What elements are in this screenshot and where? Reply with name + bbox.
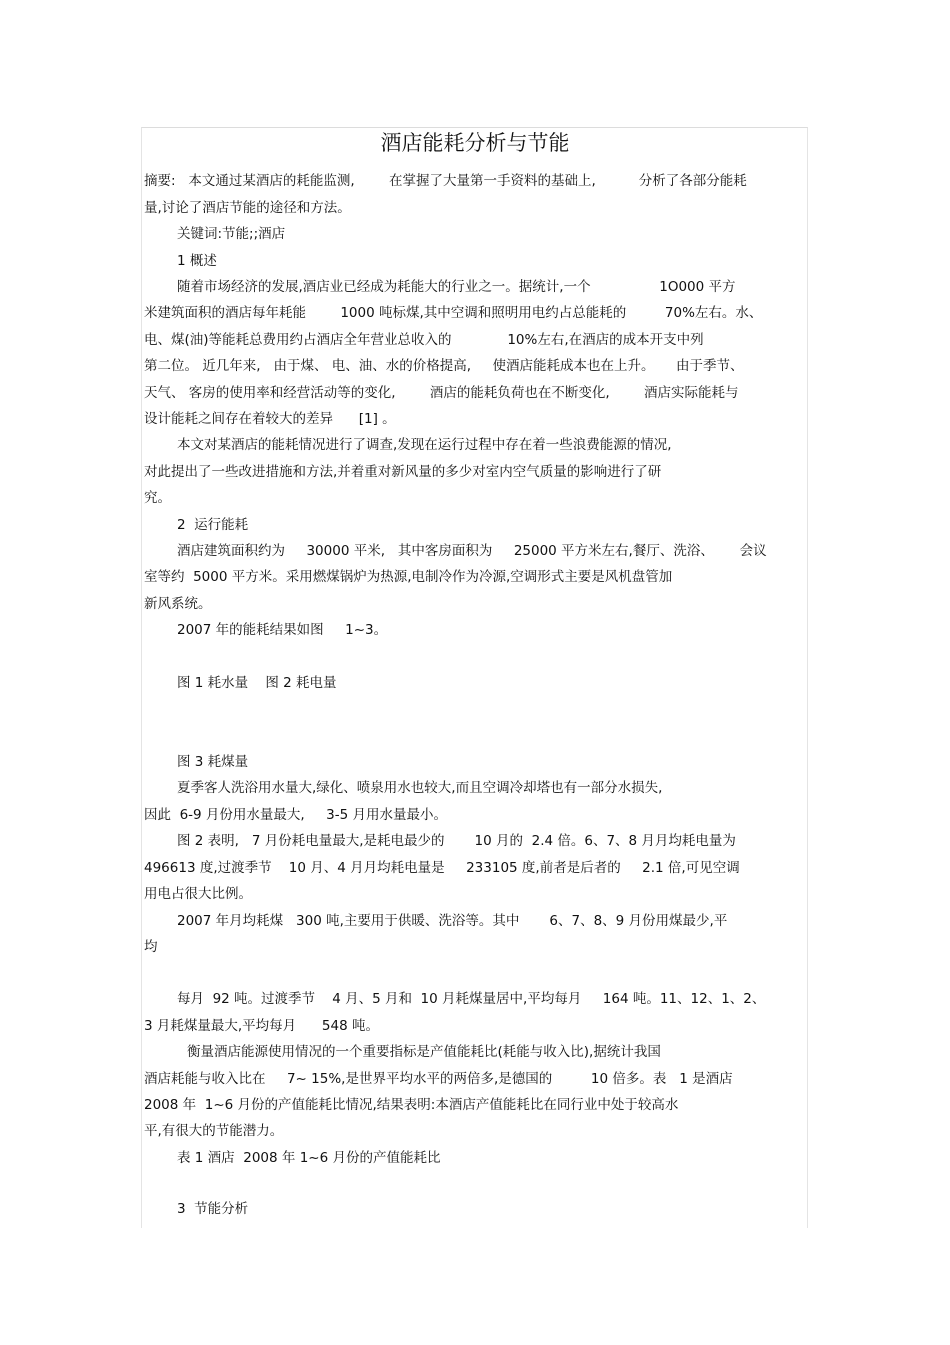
paragraph-line: 平,有很大的节能潜力。: [144, 1123, 284, 1139]
paragraph-line: 室等约 5000 平方米。采用燃煤锅炉为热源,电制冷作为冷源,空调形式主要是风机盘管加: [144, 569, 673, 585]
paragraph-line: 究。: [144, 490, 171, 506]
document-title: 酒店能耗分析与节能: [380, 131, 570, 155]
paragraph-line: 酒店建筑面积约为 30000 平米, 其中客房面积为 25000 平方米左右,餐厅、洗浴、 会议: [177, 543, 767, 559]
abstract-line: 量,讨论了酒店节能的途径和方法。: [144, 200, 351, 216]
paragraph-line: 天气、 客房的使用率和经营活动等的变化, 酒店的能耗负荷也在不断变化, 酒店实际能耗与: [144, 385, 739, 401]
paragraph-line: 每月 92 吨。过渡季节 4 月、5 月和 10 月耗煤量居中,平均每月 164 吨。11、12、1、2、: [177, 991, 766, 1007]
paragraph-line: 随着市场经济的发展,酒店业已经成为耗能大的行业之一。据统计,一个 1O000 平方: [177, 279, 736, 295]
paragraph-line: 衡量酒店能源使用情况的一个重要指标是产值能耗比(耗能与收入比),据统计我国: [187, 1044, 661, 1060]
figure-caption: 图 3 耗煤量: [177, 754, 249, 770]
paragraph-line: 因此 6-9 月份用水量最大, 3-5 月用水量最小。: [144, 807, 448, 823]
paragraph-line: 图 2 表明, 7 月份耗电量最大,是耗电最少的 10 月的 2.4 倍。6、7、8 月月均耗电量为: [177, 833, 736, 849]
paragraph-line: 2007 年月均耗煤 300 吨,主要用于供暖、洗浴等。其中 6、7、8、9 月份用煤最少,平: [177, 913, 728, 929]
paragraph-line: 电、煤(油)等能耗总费用约占酒店全年营业总收入的 10%左右,在酒店的成本开支中列: [144, 332, 704, 348]
abstract-line: 摘要: 本文通过某酒店的耗能监测, 在掌握了大量第一手资料的基础上, 分析了各部分能耗: [144, 173, 747, 189]
paragraph-line: 用电占很大比例。: [144, 886, 252, 902]
paragraph-line: 设计能耗之间存在着较大的差异 [1] 。: [144, 411, 396, 427]
paragraph-line: 2007 年的能耗结果如图 1~3。: [177, 622, 388, 638]
figure-caption: 图 1 耗水量 图 2 耗电量: [177, 675, 337, 691]
paragraph-line: 夏季客人洗浴用水量大,绿化、喷泉用水也较大,而且空调冷却塔也有一部分水损失,: [177, 780, 663, 796]
table-caption: 表 1 酒店 2008 年 1~6 月份的产值能耗比: [177, 1150, 441, 1166]
paragraph-line: 第二位。 近几年来, 由于煤、 电、油、水的价格提高, 使酒店能耗成本也在上升。 由于季节、: [144, 358, 744, 374]
paragraph-line: 新风系统。: [144, 596, 212, 612]
keywords-line: 关键词:节能;;酒店: [177, 226, 286, 242]
section-heading: 1 概述: [177, 253, 217, 269]
paragraph-line: 3 月耗煤量最大,平均每月 548 吨。: [144, 1018, 379, 1034]
section-heading: 2 运行能耗: [177, 517, 249, 533]
paragraph-line: 对此提出了一些改进措施和方法,并着重对新风量的多少对室内空气质量的影响进行了研: [144, 464, 662, 480]
section-heading: 3 节能分析: [177, 1201, 249, 1217]
paragraph-line: 酒店耗能与收入比在 7~ 15%,是世界平均水平的两倍多,是德国的 10 倍多。表 1 是酒店: [144, 1071, 733, 1087]
paragraph-line: 本文对某酒店的能耗情况进行了调查,发现在运行过程中存在着一些浪费能源的情况,: [177, 437, 672, 453]
paragraph-line: 496613 度,过渡季节 10 月、4 月月均耗电量是 233105 度,前者是后者的 2.1 倍,可见空调: [144, 860, 740, 876]
paragraph-line: 米建筑面积的酒店每年耗能 1000 吨标煤,其中空调和照明用电约占总能耗的 70%左右。水、: [144, 305, 763, 321]
paragraph-line: 2008 年 1~6 月份的产值能耗比情况,结果表明:本酒店产值能耗比在同行业中处于较高水: [144, 1097, 679, 1113]
paragraph-line: 均: [144, 939, 158, 955]
